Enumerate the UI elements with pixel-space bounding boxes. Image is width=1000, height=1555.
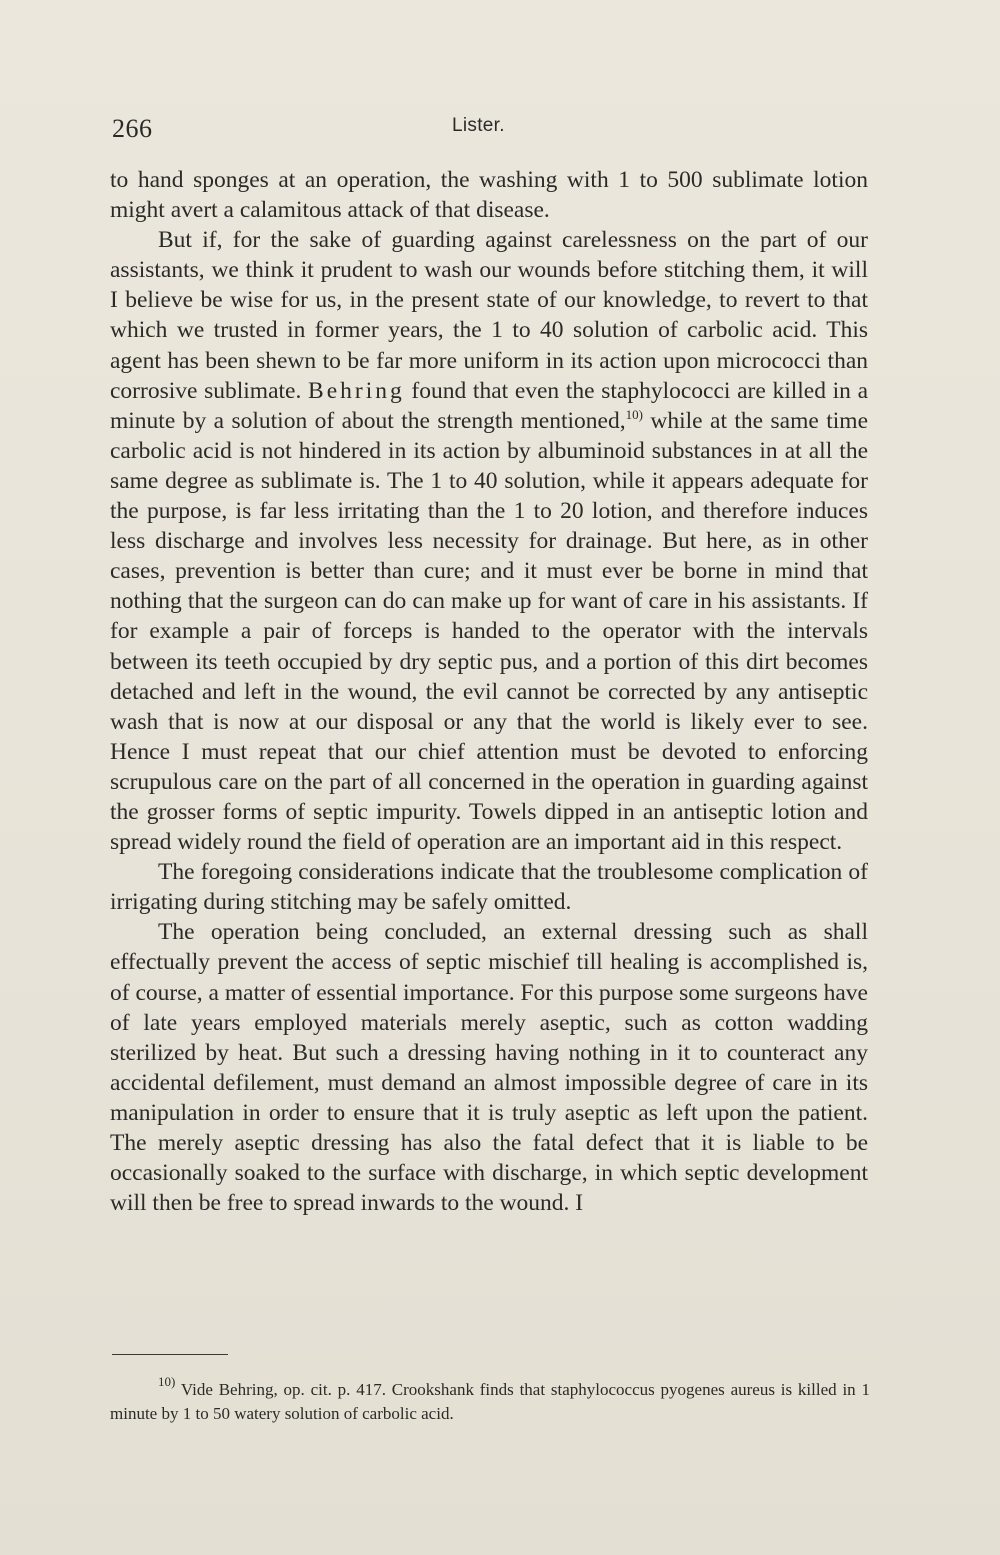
- body-text: [110, 165, 868, 1218]
- paragraph-text: found that even the staphylococci are killed in a minute by a solution of about the strength mentioned,: [110, 377, 869, 434]
- footnote: [110, 1374, 870, 1426]
- footnote-reference[interactable]: 10): [625, 406, 643, 422]
- paragraph-irrigation: The foregoing considerations indicate that the troublesome complication of irrigating during stitching may be safely omitted.: [110, 859, 868, 916]
- paragraph-text: while at the same time carbolic acid is not hindered in its action by albuminoid substances in at all the same degree as sublimate is. The 1 to 40 solution, while it appears adequate for the purpose, is far less irritating than the 1 to 20 lotion, and therefore induces less discharge and involves less necessity for drainage. But here, as in other cases, prevention is better than cure; and it must ever be borne in mind that nothing that the surgeon can do can make up for want of care in his assistants. If for example a pair of forceps is handed to the operator with the intervals between its teeth occupied by dry septic pus, and a portion of this dirt becomes detached and left in the wound, the evil cannot be corrected by any antiseptic wash that is now at our disposal or any that the world is likely ever to see. Hence I must repeat that our chief attention must be devoted to enforcing scrupulous care on the part of all concerned in the operation in guarding against the grosser forms of septic impurity. Towels dipped in an antiseptic lotion and spread widely round the field of operation are an important aid in this respect.: [110, 407, 868, 856]
- page-header: [112, 110, 872, 150]
- paragraph-text: But if, for the sake of guarding against carelessness on the part of our assistants, we think it prudent to wash our wounds before stitching them, it will I believe be wise for us, in the present state of our knowledge, to revert to that which we trusted in former years, the 1 to 40 solution of carbolic acid. This agent has been shewn to be far more uniform in its action upon micrococci than corrosive sublimate.: [110, 227, 868, 404]
- footnote-marker: 10): [158, 1374, 176, 1389]
- author-name-behring: Behring: [308, 377, 405, 404]
- footnote-text-block: [110, 1374, 870, 1426]
- footnote-text: Vide Behring, op. cit. p. 417. Crookshank finds that staphylococcus pyogenes aureus is killed in 1 minute by 1 to 50 watery solution of carbolic acid.: [110, 1380, 870, 1423]
- paragraph-dressing: The operation being concluded, an external dressing such as shall effectually prevent the access of septic mischief till healing is accomplished is, of course, a matter of essential importance. For this purpose some surgeons have of late years employed materials merely aseptic, such as cotton wadding sterilized by heat. But such a dressing having nothing in it to counteract any accidental defilement, must demand an almost impossible degree of care in its manipulation in order to ensure that it is truly aseptic as left upon the patient. The merely aseptic dressing has also the fatal defect that it is liable to be occasionally soaked to the surface with discharge, in which septic development will then be free to spread inwards to the wound. I: [110, 919, 868, 1217]
- paragraph-continued: to hand sponges at an operation, the washing with 1 to 500 sublimate lotion might avert a calamitous attack of that disease.: [110, 167, 868, 224]
- page-number: 266: [112, 114, 153, 143]
- footnote-divider: [112, 1354, 228, 1355]
- paragraph-carbolic-acid: [110, 225, 868, 857]
- running-head: Lister.: [452, 115, 505, 136]
